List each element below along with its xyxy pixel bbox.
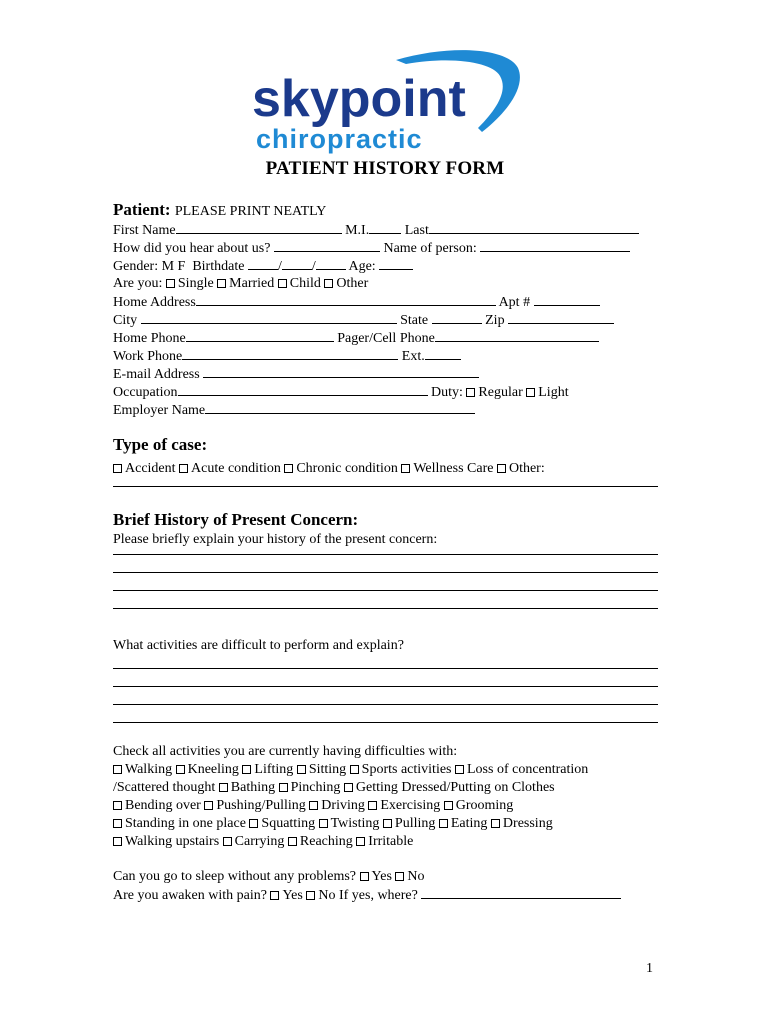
squatting-checkbox[interactable] (249, 819, 258, 828)
history-heading: Brief History of Present Concern: (113, 510, 359, 529)
logo-sub-text: chiropractic (256, 124, 423, 154)
mi-field[interactable] (369, 221, 401, 234)
work-phone-line: Work Phone Ext. (113, 347, 658, 365)
patient-section (113, 199, 658, 419)
history-section (113, 509, 658, 609)
accident-checkbox[interactable] (113, 464, 122, 473)
occupation-line: Occupation Duty: Regular Light (113, 385, 569, 400)
walking-upstairs-checkbox[interactable] (113, 837, 122, 846)
difficulty-row-3: Bending over Pushing/Pulling Driving Exercising Grooming (113, 797, 658, 815)
history-answer-line[interactable] (113, 590, 658, 591)
kneeling-checkbox[interactable] (176, 765, 185, 774)
bending-over-checkbox[interactable] (113, 801, 122, 810)
difficulty-row-4: Standing in one place Squatting Twisting Pulling Eating Dressing (113, 815, 658, 833)
case-options-line: Accident Acute condition Chronic condition Wellness Care Other: (113, 460, 658, 478)
driving-checkbox[interactable] (309, 801, 318, 810)
state-field[interactable] (432, 311, 482, 324)
check-prompt: Check all activities you are currently having difficulties with: (113, 744, 458, 759)
birth-year-field[interactable] (316, 257, 346, 270)
acute-condition-checkbox[interactable] (179, 464, 188, 473)
apt-field[interactable] (534, 293, 600, 306)
activities-answer-line[interactable] (113, 704, 658, 705)
employer-field[interactable] (205, 401, 475, 414)
lifting-checkbox[interactable] (242, 765, 251, 774)
grooming-checkbox[interactable] (444, 801, 453, 810)
reaching-checkbox[interactable] (288, 837, 297, 846)
hear-about-field[interactable] (274, 239, 380, 252)
married-checkbox[interactable] (217, 279, 226, 288)
age-field[interactable] (379, 257, 413, 270)
last-name-field[interactable] (429, 221, 639, 234)
gender-line: Gender: M F Birthdate / / Age: (113, 257, 658, 275)
dressing-checkbox[interactable] (491, 819, 500, 828)
other-case-checkbox[interactable] (497, 464, 506, 473)
marital-line: Are you: Single Married Child Other (113, 276, 369, 291)
twisting-checkbox[interactable] (319, 819, 328, 828)
difficulty-row-5: Walking upstairs Carrying Reaching Irritable (113, 833, 658, 851)
single-checkbox[interactable] (166, 279, 175, 288)
case-section (113, 434, 658, 487)
activities-section (113, 637, 658, 723)
difficulties-section (113, 743, 658, 851)
pain-where-field[interactable] (421, 886, 621, 899)
exercising-checkbox[interactable] (368, 801, 377, 810)
history-prompt: Please briefly explain your history of the present concern: (113, 532, 438, 547)
email-line: E-mail Address (113, 365, 658, 383)
pulling-checkbox[interactable] (383, 819, 392, 828)
child-checkbox[interactable] (278, 279, 287, 288)
sleep-no-checkbox[interactable] (395, 872, 404, 881)
address-line: Home Address Apt # (113, 293, 658, 311)
employer-line: Employer Name (113, 401, 658, 419)
history-answer-line[interactable] (113, 554, 658, 555)
getting-dressed-checkbox[interactable] (344, 783, 353, 792)
chronic-condition-checkbox[interactable] (284, 464, 293, 473)
ext-field[interactable] (425, 347, 461, 360)
case-heading: Type of case: (113, 435, 208, 454)
sitting-checkbox[interactable] (297, 765, 306, 774)
bathing-checkbox[interactable] (219, 783, 228, 792)
irritable-checkbox[interactable] (356, 837, 365, 846)
sleep-section (113, 868, 658, 904)
difficulty-row-2: /Scattered thought Bathing Pinching Getting Dressed/Putting on Clothes (113, 780, 555, 795)
difficulty-row-1: Walking Kneeling Lifting Sitting Sports activities Loss of concentration (113, 761, 658, 779)
city-line: City State Zip (113, 311, 658, 329)
carrying-checkbox[interactable] (223, 837, 232, 846)
home-address-field[interactable] (196, 293, 496, 306)
zip-field[interactable] (508, 311, 614, 324)
occupation-field[interactable] (178, 383, 428, 396)
regular-duty-checkbox[interactable] (466, 388, 475, 397)
light-duty-checkbox[interactable] (526, 388, 535, 397)
name-of-person-field[interactable] (480, 239, 630, 252)
patient-heading: Patient: PLEASE PRINT NEATLY (113, 200, 327, 219)
birth-month-field[interactable] (248, 257, 278, 270)
birth-day-field[interactable] (282, 257, 312, 270)
activities-answer-line[interactable] (113, 722, 658, 723)
first-name-field[interactable] (176, 221, 342, 234)
history-answer-line[interactable] (113, 608, 658, 609)
sleep-question-2: Are you awaken with pain? Yes No If yes, where? (113, 886, 658, 904)
eating-checkbox[interactable] (439, 819, 448, 828)
page-number: 1 (646, 961, 653, 976)
sleep-question-1: Can you go to sleep without any problems? Yes No (113, 869, 425, 884)
page-title: PATIENT HISTORY FORM (265, 158, 505, 179)
pain-no-checkbox[interactable] (306, 891, 315, 900)
pinching-checkbox[interactable] (279, 783, 288, 792)
other-checkbox[interactable] (324, 279, 333, 288)
activities-prompt: What activities are difficult to perform and explain? (113, 638, 404, 653)
pushing-pulling-checkbox[interactable] (204, 801, 213, 810)
sports-activities-checkbox[interactable] (350, 765, 359, 774)
wellness-care-checkbox[interactable] (401, 464, 410, 473)
skypoint-logo (246, 46, 526, 160)
loss-of-concentration-checkbox[interactable] (455, 765, 464, 774)
case-other-line[interactable] (113, 486, 658, 487)
activities-answer-line[interactable] (113, 668, 658, 669)
walking-checkbox[interactable] (113, 765, 122, 774)
name-line: First Name M.I. Last (113, 221, 658, 239)
home-phone-field[interactable] (186, 329, 334, 342)
pain-yes-checkbox[interactable] (270, 891, 279, 900)
logo-brand-text: skypoint (252, 70, 466, 128)
standing-checkbox[interactable] (113, 819, 122, 828)
sleep-yes-checkbox[interactable] (360, 872, 369, 881)
email-field[interactable] (203, 365, 479, 378)
referral-line: How did you hear about us? Name of person: (113, 239, 658, 257)
history-answer-line[interactable] (113, 572, 658, 573)
city-field[interactable] (141, 311, 397, 324)
activities-answer-line[interactable] (113, 686, 658, 687)
phone-line: Home Phone Pager/Cell Phone (113, 329, 658, 347)
work-phone-field[interactable] (182, 347, 398, 360)
pager-field[interactable] (435, 329, 599, 342)
